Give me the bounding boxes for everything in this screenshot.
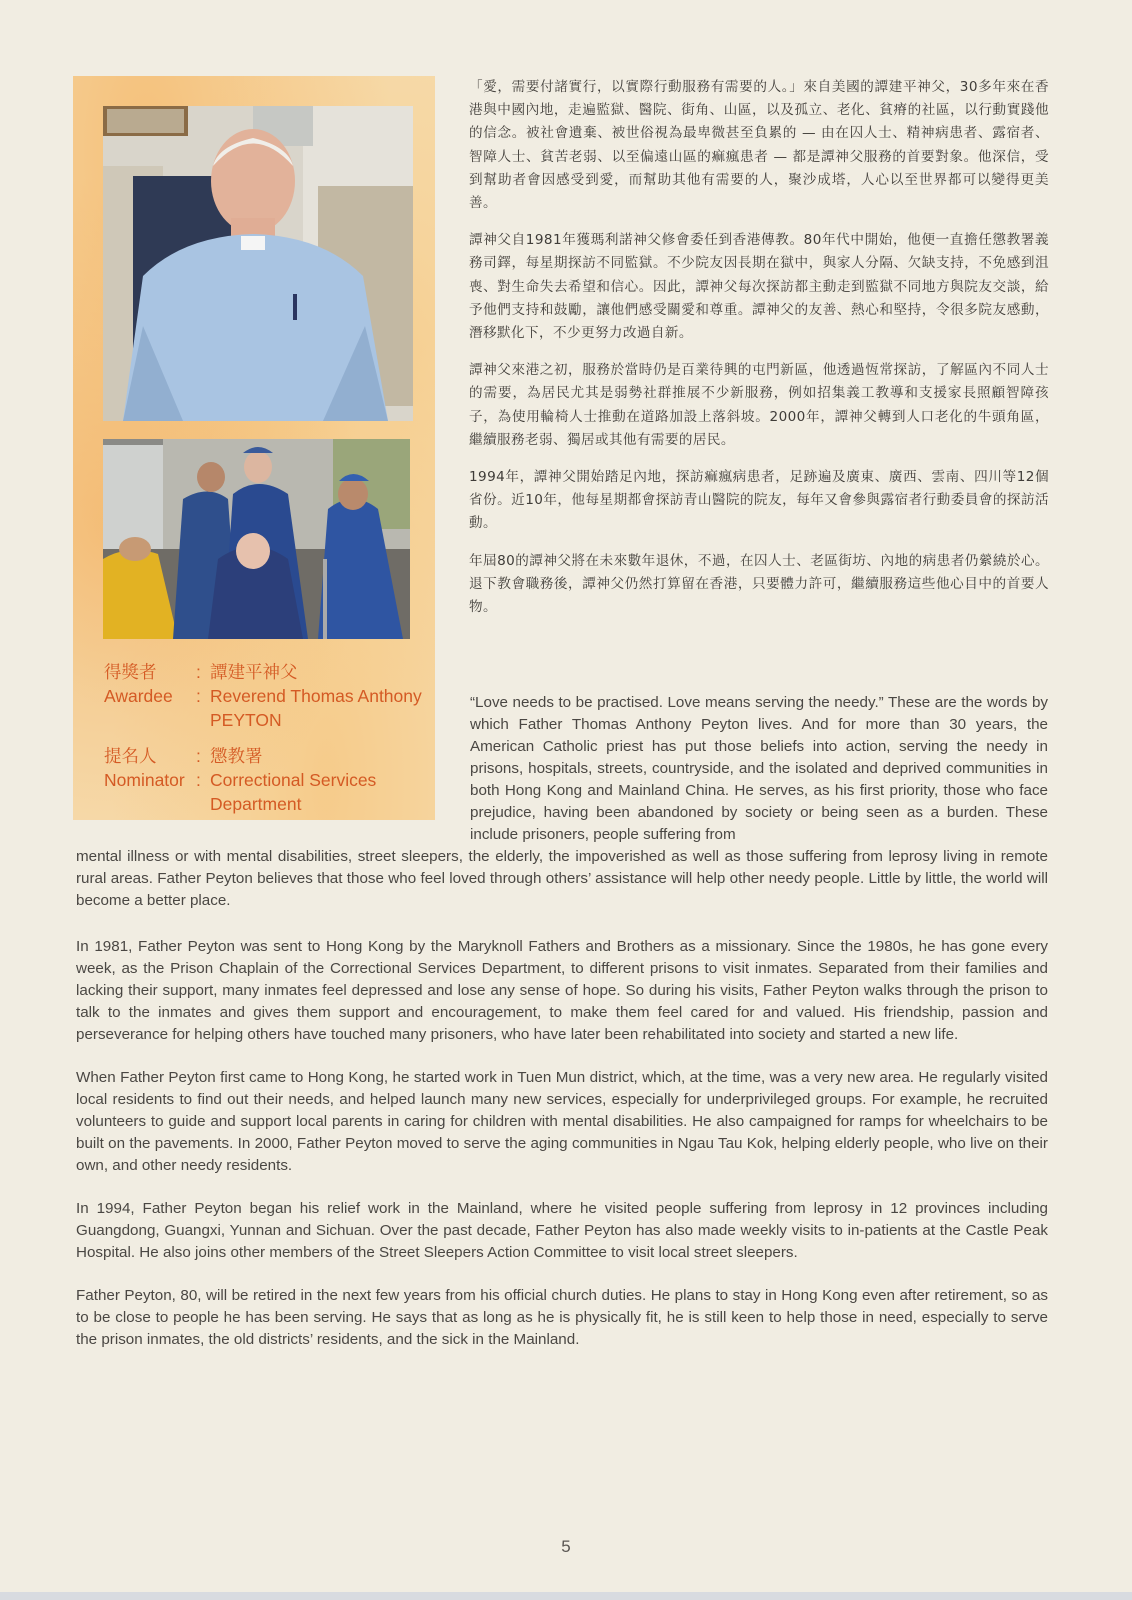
awardee-label-zh: 得獎者 — [104, 662, 157, 682]
colon: : — [196, 770, 201, 790]
awardee-label-en: Awardee — [104, 686, 173, 706]
portrait-photo — [103, 106, 413, 421]
awardee-name-line2: PEYTON — [210, 710, 282, 730]
awardee-en-row — [104, 684, 444, 732]
colon: : — [196, 746, 201, 766]
nominator-value-zh: 懲教署 — [210, 746, 263, 766]
zh-paragraph: 「愛，需要付諸實行，以實際行動服務有需要的人。」來自美國的譚建平神父，30多年來在香港與中國內地，走遍監獄、醫院、街角、山區，以及孤立、老化、貧瘠的社區，以行動實踐他的信念。被社會遺棄、被世俗視為最卑微甚至負累的 — 由在囚人士、精神病患者、露宿者、智障人士、貧苦老弱、以至偏遠山區的痲瘋患者 — 都是譚神父服務的首要對象。他深信，受到幫助者會因感受到愛，而幫助其他有需要的人，聚沙成塔，人心以至世界都可以變得更美善。 — [469, 79, 1049, 212]
zh-paragraph: 1994年，譚神父開始踏足內地，探訪痲瘋病患者，足跡遍及廣東、廣西、雲南、四川等12個省份。近10年，他每星期都會探訪青山醫院的院友，每年又會參與露宿者行動委員會的探訪活動。 — [469, 469, 1049, 532]
awardee-value-en — [210, 684, 444, 732]
awardee-name-line1: Reverend Thomas Anthony — [210, 686, 422, 706]
nominator-name-line1: Correctional Services — [210, 770, 377, 790]
colon: : — [196, 686, 201, 706]
chinese-text — [469, 76, 1049, 633]
zh-paragraph: 年屆80的譚神父將在未來數年退休，不過，在囚人士、老區街坊、內地的病患者仍縈繞於心。退下教會職務後，譚神父仍然打算留在香港，只要體力許可，繼續服務這些他心目中的首要人物。 — [469, 552, 1049, 616]
en-intro-continued: mental illness or with mental disabilities, street sleepers, the elderly, the impoverished as well as those suffering from leprosy living in remote rural areas. Father Peyton believes that those who feel loved through others’ assistance will help other needy people. Little by little, the world will become a better place. — [76, 848, 1048, 909]
nominator-zh-row — [104, 744, 444, 768]
en-paragraph: In 1994, Father Peyton began his relief work in the Mainland, where he visited people suffering from leprosy in 12 provinces including Guangdong, Guangxi, Yunnan and Sichuan. Over the past decade, Father Peyton has also made weekly visits to in-patients at the Castle Peak Hospital. He also joins other members of the Street Sleepers Action Committee to visit local street sleepers. — [76, 1200, 1048, 1261]
nominator-label-zh: 提名人 — [104, 746, 157, 766]
zh-paragraph: 譚神父自1981年獲瑪利諾神父修會委任到香港傳教。80年代中開始，他便一直擔任懲教署義務司鐸，每星期探訪不同監獄。不少院友因長期在獄中，與家人分隔、欠缺支持，不免感到沮喪、對生命失去希望和信心。因此，譚神父每次探訪都主動走到監獄不同地方與院友交談，給予他們支持和鼓勵，讓他們感受關愛和尊重。譚神父的友善、熱心和堅持，令很多院友感動，潛移默化下，不少更努力改過自新。 — [469, 232, 1049, 342]
group-photo — [103, 439, 410, 639]
english-text — [76, 846, 1048, 1372]
en-paragraph: Father Peyton, 80, will be retired in the next few years from his official church duties. He plans to stay in Hong Kong even after retirement, so as to be close to people he has been serving. He says that as long as he is physically fit, he is still keen to help those in need, especially to serve the prison inmates, the old districts’ residents, and the sick in the Mainland. — [76, 1287, 1048, 1348]
nominator-en-row — [104, 768, 444, 816]
page-number: 5 — [561, 1537, 571, 1556]
zh-paragraph: 譚神父來港之初，服務於當時仍是百業待興的屯門新區，他透過恆常探訪，了解區內不同人士的需要，為居民尤其是弱勢社群推展不少新服務，例如招集義工教導和支援家長照顧智障孩子，為使用輪椅人士推動在道路加設上落斜坡。2000年，譚神父轉到人口老化的牛頭角區，繼續服務老弱、獨居或其他有需要的居民。 — [469, 362, 1049, 448]
nominator-label-en: Nominator — [104, 770, 185, 790]
scan-edge — [0, 1592, 1132, 1600]
awardee-zh-row — [104, 660, 444, 684]
awardee-value-zh: 譚建平神父 — [210, 662, 298, 682]
nominator-name-line2: Department — [210, 794, 302, 814]
en-intro-paragraph: “Love needs to be practised. Love means serving the needy.” These are the words by which Father Thomas Anthony Peyton lives. And for more than 30 years, the American Catholic priest has put those beliefs into action, serving the needy in prisons, hospitals, streets, countryside, and the isolated and deprived communities in both Hong Kong and Mainland China. He serves, as his first priority, those who face prejudice, having been abandoned by society or being seen as a burden. These include prisoners, people suffering from — [470, 694, 1048, 843]
colon: : — [196, 662, 201, 682]
award-info — [104, 660, 444, 816]
en-paragraph: When Father Peyton first came to Hong Kong, he started work in Tuen Mun district, which, at the time, was a very new area. He regularly visited local residents to find out their needs, and helped launch many new services, especially for underprivileged groups. For example, he recruited volunteers to guide and support local parents in caring for children with mental disabilities. He also campaigned for ramps for wheelchairs to be built on the pavements. In 2000, Father Peyton moved to serve the aging communities in Ngau Tau Kok, helping elderly people, who live on their own, and other needy residents. — [76, 1069, 1048, 1174]
en-paragraph: In 1981, Father Peyton was sent to Hong Kong by the Maryknoll Fathers and Brothers as a missionary. Since the 1980s, he has gone every week, as the Prison Chaplain of the Correctional Services Department, to different prisons to visit inmates. Separated from their families and lacking their support, many inmates feel depressed and lose any sense of hope. So during his visits, Father Peyton walks through the prison to talk to the inmates and gives them support and encouragement, to make them feel cared for and valued. His friendship, passion and perseverance for helping others have touched many prisoners, who have later been rehabilitated into society and started a new life. — [76, 938, 1048, 1043]
nominator-value-en — [210, 768, 444, 816]
english-intro — [470, 692, 1048, 846]
